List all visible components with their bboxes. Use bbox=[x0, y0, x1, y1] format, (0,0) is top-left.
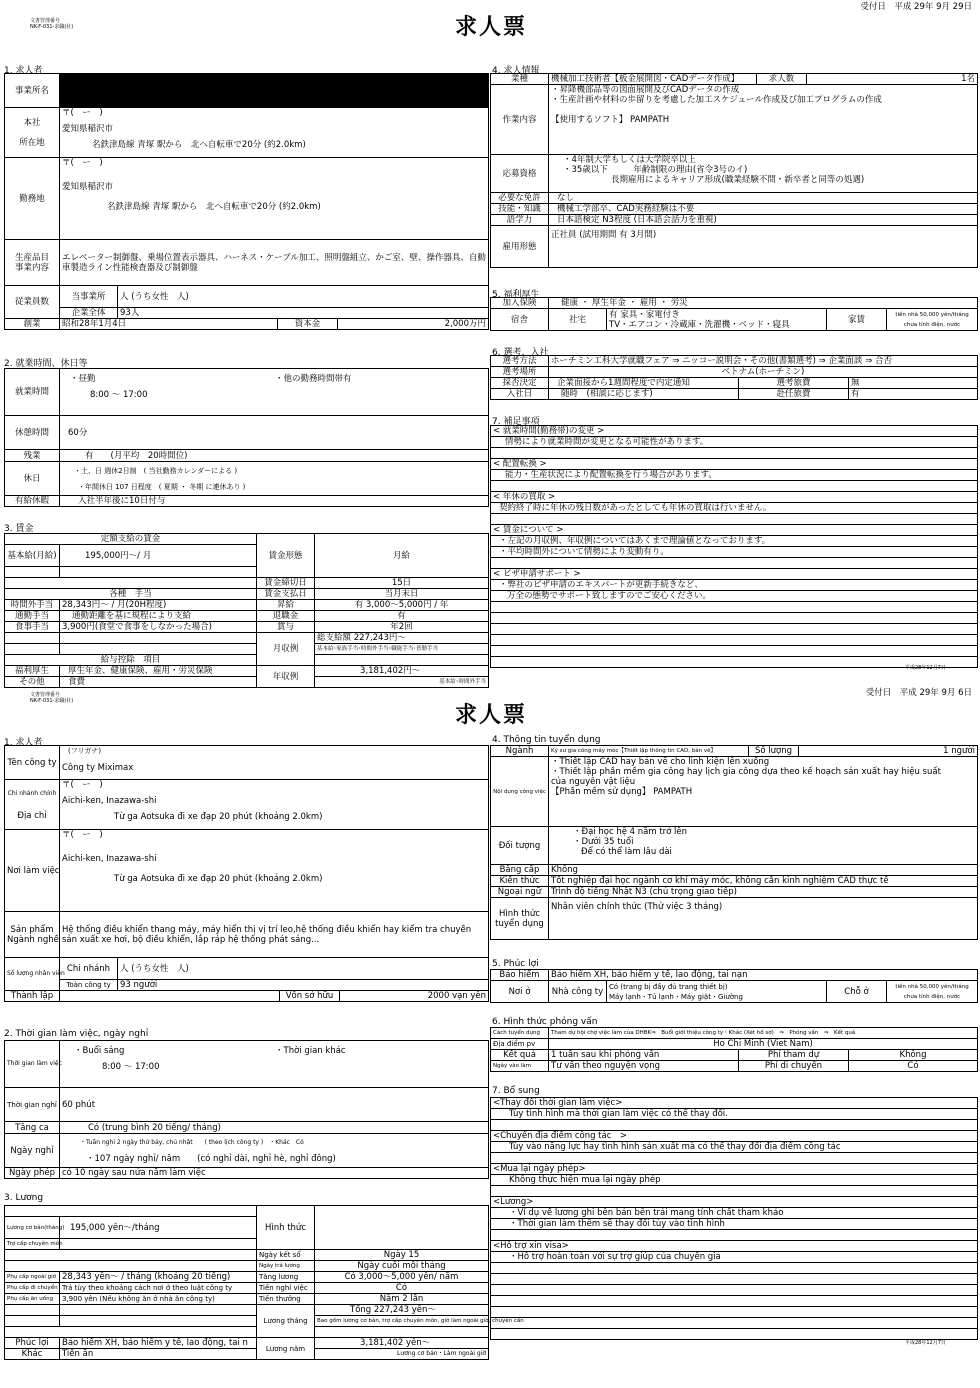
target-3: Để có thể làm lâu dài bbox=[581, 847, 672, 857]
break: 60 phút bbox=[60, 1088, 489, 1122]
note-heading: < 年休の買取 > bbox=[491, 492, 978, 503]
allow-label: 各種 手当 bbox=[5, 589, 257, 600]
annual: 3,181,402円～ bbox=[315, 666, 489, 677]
method-label: 選考方法 bbox=[491, 356, 549, 367]
retire-label: 退職金 bbox=[257, 611, 315, 622]
job: 機械加工技術者【板金展開図・CADデータ作成】 bbox=[549, 74, 757, 85]
note-text: 能力・生産状況により配置転換を行う場合があります。 bbox=[491, 470, 978, 481]
address-city: 愛知県稲沢市 bbox=[62, 124, 114, 134]
prod-label: Sản phẩm Ngành nghề bbox=[5, 912, 60, 958]
lang: 日本語検定 N3程度 (日本語会話力を重視) bbox=[549, 215, 978, 226]
place-label: 選考場所 bbox=[491, 367, 549, 378]
move-exp: 有 bbox=[849, 389, 978, 400]
section-heading: 6. 選考、入社 bbox=[492, 348, 549, 358]
content-1: ・昇降機部品等の図面展開及びCADデータの作成 bbox=[551, 85, 740, 95]
meal: 3,900円(食堂で食事をしなかった場合) bbox=[60, 622, 257, 633]
selection-table bbox=[490, 355, 978, 400]
method: Tham dự hội chợ việc làm của DHBK⇒ Buổi giới thiệu công ty・Khác (Xét hồ sơ) ⇒ Phỏng vấn ⇒ Kết quả bbox=[549, 1028, 978, 1039]
hours-table bbox=[4, 368, 489, 507]
monthly-note: 基本給･家族手当･時間外手当･職能手当･皆勤手当 bbox=[315, 644, 489, 655]
ot-label: Tăng ca bbox=[5, 1122, 60, 1134]
other-label: Khác bbox=[5, 1349, 60, 1360]
address-station: 名鉄津島線 青塚 駅から 北へ自転車で20分 (約2.0km) bbox=[92, 140, 306, 150]
home-2: Máy lạnh・Tủ lạnh・Máy giặt・Giường bbox=[609, 992, 743, 1001]
qual-label: 応募資格 bbox=[491, 155, 549, 193]
products-label: 生産品目 事業内容 bbox=[5, 240, 60, 286]
monthly-label: Lương tháng bbox=[257, 1305, 315, 1338]
section-heading: 4. Thông tin tuyển dụng bbox=[492, 735, 601, 745]
section-heading: 1. 求人者 bbox=[4, 66, 43, 76]
cutoff-label: 賃金締切日 bbox=[257, 578, 315, 589]
holiday-label: 休日 bbox=[5, 462, 60, 496]
move: Có bbox=[849, 1061, 978, 1072]
count: 1名 bbox=[807, 74, 978, 85]
lang-label: Ngoại ngữ bbox=[491, 887, 549, 898]
prod: Hệ thống điều khiển thang máy, máy hiển thị vị trí leo,hệ thống điều khiển hay kiểm tra chuyền sản xuất xe hơi, bộ điều khiển, lắp ráp hệ thống phát sáng... bbox=[60, 912, 489, 958]
cutoff-label: Ngày kết sổ bbox=[257, 1250, 315, 1261]
doc-ref: 文書管理番号 NK-F-031-求職(社) bbox=[30, 18, 74, 30]
commute-label: Phụ cấp đi chuyển bbox=[5, 1283, 60, 1294]
commute: Trả tùy theo khoảng cách nơi ở theo luật công ty bbox=[60, 1283, 257, 1294]
founded-label: 創業 bbox=[5, 319, 60, 330]
note-text: Tùy tình hình mà thời gian làm việc có thể thay đổi. bbox=[491, 1109, 978, 1120]
target-label: Đối tượng bbox=[491, 827, 549, 865]
doc-ref: 文書管理番号 NK-F-031-求職(社) bbox=[30, 692, 74, 704]
section-heading: 2. 就業時間、休日等 bbox=[4, 359, 88, 369]
note-heading: <Mua lại ngày phép> bbox=[491, 1164, 978, 1175]
capital-label: Vốn sở hữu bbox=[280, 991, 340, 1002]
break-label: Thời gian nghỉ bbox=[5, 1088, 60, 1122]
raise-label: Tăng lương bbox=[257, 1272, 315, 1283]
base: 195,000 yên～/tháng bbox=[60, 1217, 257, 1239]
start-label: Ngày vào làm bbox=[491, 1061, 549, 1072]
site-value: 人 (うち女性 人) bbox=[118, 286, 489, 308]
fee: Không bbox=[849, 1050, 978, 1061]
note-text: 情勢により就業時間が変更となる可能性があります。 bbox=[491, 437, 978, 448]
ot-allow: 28,343円～ / 月(20H程度) bbox=[60, 600, 257, 611]
kana: (フリガナ) bbox=[68, 747, 102, 755]
ins-label: Bảo hiểm bbox=[491, 970, 549, 981]
deduct-label: 給与控除 項目 bbox=[5, 655, 257, 666]
retire: Có bbox=[315, 1283, 489, 1294]
fixed-label: 定額支給の賃金 bbox=[5, 534, 257, 545]
dorm-label: 宿舎 bbox=[491, 309, 549, 331]
site-label: 当事業所 bbox=[60, 286, 118, 308]
start: 随時 (相談に応じます) bbox=[549, 389, 739, 400]
leave-label: Ngày phép bbox=[5, 1168, 60, 1179]
employer-table bbox=[4, 73, 489, 330]
retire-label: Tiền nghỉ việc bbox=[257, 1283, 315, 1294]
work-postal: 〒( ー ) bbox=[62, 158, 103, 168]
content-3: 【使用するソフト】 PAMPATH bbox=[551, 115, 670, 125]
ins-label: 加入保険 bbox=[491, 298, 549, 309]
emp-label: Số lượng nhân viên bbox=[5, 958, 60, 991]
know-label: Kiến thức bbox=[491, 876, 549, 887]
hours: 8:00 ～ 17:00 bbox=[90, 390, 148, 400]
work-city: Aichi-ken, Inazawa-shi bbox=[62, 854, 157, 864]
annual-note: Lương cơ bản・Làm ngoài giờ bbox=[315, 1349, 489, 1360]
welfare-table bbox=[490, 969, 978, 1003]
emp: 正社員 (試用期間 有 3月間) bbox=[549, 226, 978, 268]
payday: Ngày cuối mỗi tháng bbox=[315, 1261, 489, 1272]
ot: 28,343 yên～ / tháng (khoảng 20 tiếng) bbox=[60, 1272, 257, 1283]
section-heading: 5. Phúc lợi bbox=[492, 959, 539, 969]
note-text: ・Hỗ trợ hoàn toàn với sự trợ giúp của chuyên gia bbox=[491, 1252, 978, 1263]
holiday-label: Ngày nghỉ bbox=[5, 1134, 60, 1168]
result: 1 tuần sau khi phỏng vấn bbox=[549, 1050, 739, 1061]
pay-label: 賃金支払日 bbox=[257, 589, 315, 600]
bonus: Năm 2 lần bbox=[315, 1294, 489, 1305]
branch2: 人 (うち女性 人) bbox=[118, 958, 489, 980]
base-label: 基本給(月給) bbox=[5, 545, 60, 567]
home-type: Nhà công ty bbox=[549, 981, 607, 1003]
work-station: Từ ga Aotsuka đi xe đạp 20 phút (khoảng 2.0km) bbox=[114, 874, 323, 884]
form: 月給 bbox=[315, 534, 489, 578]
license: なし bbox=[549, 193, 978, 204]
shift-other: ・他の勤務時間帯有 bbox=[275, 374, 352, 384]
total: 93 người bbox=[118, 980, 489, 991]
pay: 当月末日 bbox=[315, 589, 489, 600]
raise: Có 3,000～5,000 yên/ năm bbox=[315, 1272, 489, 1283]
content-label: Nội dung công việc bbox=[491, 757, 549, 827]
welfare-label: Phúc lợi bbox=[5, 1338, 60, 1349]
place: ベトナム(ホーチミン) bbox=[549, 367, 978, 378]
note-text: ・左記の月収例、年収例についてはあくまで理論値となっております。 bbox=[491, 536, 978, 547]
note-text: ・弊社のビザ申請のエキスパートが更新手続きなど、 bbox=[491, 580, 978, 591]
annual-label: 年収例 bbox=[257, 666, 315, 688]
content-label: 作業内容 bbox=[491, 85, 549, 155]
base-label: Lương cơ bản(tháng) bbox=[5, 1217, 60, 1239]
count: 1 người bbox=[799, 746, 978, 757]
base: 195,000円～/ 月 bbox=[60, 545, 257, 567]
qual-1: ・4年制大学もしくは大学院卒以上 bbox=[563, 155, 696, 165]
founded-label: Thành lập bbox=[5, 991, 60, 1002]
ot-label: Phụ cấp ngoài giờ bbox=[5, 1272, 60, 1283]
hours-label: 就業時間 bbox=[5, 369, 60, 416]
work-label: 勤務地 bbox=[5, 158, 60, 240]
cert: Không bbox=[549, 865, 978, 876]
name-label: Tên công ty bbox=[5, 746, 60, 780]
rent-label: 家賃 bbox=[827, 309, 887, 331]
dorm-1: 有 家具・家電付き bbox=[609, 309, 680, 320]
rent-label: Chỗ ở bbox=[827, 981, 887, 1003]
dorm-2: TV・エアコン・冷蔵庫・洗濯機・ベッド・寝具 bbox=[609, 319, 790, 330]
branch2-label: Chi nhánh bbox=[60, 958, 118, 980]
decision-label: 採否決定 bbox=[491, 378, 549, 389]
leave-label: 有給休暇 bbox=[5, 496, 60, 507]
notes-table bbox=[490, 1097, 978, 1340]
section-heading: 1. 求人者 bbox=[4, 738, 43, 748]
form-label: Hình thức bbox=[257, 1206, 315, 1250]
job-label: 業種 bbox=[491, 74, 549, 85]
note-heading: < 賃金について > bbox=[491, 525, 978, 536]
work-label: Nơi làm việc bbox=[5, 830, 60, 912]
page-title: 求人票 bbox=[455, 15, 528, 40]
received-date: 受付日 平成 29年 9月 6日 bbox=[865, 688, 972, 698]
leave: có 10 ngày sau nửa năm làm việc bbox=[60, 1168, 489, 1179]
content-2: ・生産計画や材料の歩留りを考慮した加工スケジュール作成及び加工プログラムの作成 bbox=[551, 95, 882, 105]
section-heading: 7. 補足事項 bbox=[492, 417, 540, 427]
employer-table bbox=[4, 745, 489, 1002]
ot-label: 残業 bbox=[5, 450, 60, 462]
payday-label: Ngày trả lương bbox=[257, 1261, 315, 1272]
station: Từ ga Aotsuka đi xe đạp 20 phút (khoảng 2.0km) bbox=[114, 812, 323, 822]
other: Tiền ăn bbox=[60, 1349, 257, 1360]
bonus-label: 賞与 bbox=[257, 622, 315, 633]
note-text: 万全の態勢でサポート致しますのでご安心ください。 bbox=[491, 591, 978, 602]
lang-label: 語学力 bbox=[491, 215, 549, 226]
target-1: ・Đại học hệ 4 năm trở lên bbox=[573, 827, 688, 837]
postal: 〒( ー ) bbox=[62, 108, 103, 118]
office-label: 事業所名 bbox=[5, 74, 60, 108]
selection-table bbox=[490, 1027, 978, 1072]
license-label: 必要な免許 bbox=[491, 193, 549, 204]
holiday-2: ・年間休日 107 日程度 ( 夏期 ・ 冬期 に連休あり ) bbox=[78, 482, 246, 491]
redacted-name bbox=[60, 74, 489, 108]
monthly-label: 月収例 bbox=[257, 633, 315, 666]
move-exp-label: 赴任旅費 bbox=[739, 389, 849, 400]
leave: 入社半年後に10日付与 bbox=[60, 496, 489, 507]
other-label: その他 bbox=[5, 677, 60, 688]
shift-day: ・昼勤 bbox=[70, 374, 96, 384]
address-label: 本社 所在地 bbox=[5, 108, 60, 158]
interview-exp-label: 選考旅費 bbox=[739, 378, 849, 389]
note-heading: < ビザ申請サポート > bbox=[491, 569, 978, 580]
note-text: ・Ví dụ về lương ghi bên bản bên trái mang tính chất tham khảo bbox=[491, 1208, 978, 1219]
lang: Trình độ tiếng Nhật N3 (chú trọng giao tiếp) bbox=[549, 887, 978, 898]
annual: 3,181,402 yên～ bbox=[315, 1338, 489, 1349]
received-date: 受付日 平成 29年 9月 29日 bbox=[860, 2, 972, 12]
meal: 3,900 yên (Nếu không ăn ở nhà ăn công ty) bbox=[60, 1294, 257, 1305]
cutoff: 15日 bbox=[315, 578, 489, 589]
meal-label: 食事手当 bbox=[5, 622, 60, 633]
note-heading: <Thay đổi thời gian làm việc> bbox=[491, 1098, 978, 1109]
morning: ・Buổi sáng bbox=[74, 1046, 125, 1056]
form-label: Hình thức tuyển dụng bbox=[491, 898, 549, 940]
skill: 機械工学部卒、CAD実務経験は不要 bbox=[549, 204, 978, 215]
place-label: Địa điểm pv bbox=[491, 1039, 549, 1050]
job: Kỹ sư gia công máy móc【Thiết lập thông tin CAD, bản vẽ】 bbox=[549, 746, 749, 757]
welfare: Bảo hiểm XH, bảo hiểm y tế, lao động, tai n bbox=[60, 1338, 257, 1349]
section-heading: 3. Lương bbox=[4, 1193, 44, 1203]
meal-label: Phụ cấp ăn uống bbox=[5, 1294, 60, 1305]
annual-note: 基本給･時間外手当 bbox=[315, 677, 489, 688]
section-heading: 6. Hình thức phỏng vấn bbox=[492, 1017, 598, 1027]
target-2: ・Dưới 35 tuổi bbox=[573, 837, 634, 847]
note-text: Tùy vào năng lực hay tình hình sản xuất mà có thể thay đổi địa điểm công tác bbox=[491, 1142, 978, 1153]
notes-table bbox=[490, 425, 978, 668]
holiday-1: ・Tuần nghỉ 2 ngày thứ bảy, chủ nhật ( theo lịch công ty ) ・Khác Có bbox=[80, 1138, 304, 1146]
ot-allow-label: 時間外手当 bbox=[5, 600, 60, 611]
work-station: 名鉄津島線 青塚 駅から 北へ自転車で20分 (約2.0km) bbox=[107, 202, 321, 212]
interview-exp: 無 bbox=[849, 378, 978, 389]
skill-label: 技能・知識 bbox=[491, 204, 549, 215]
annual-label: Lương năm bbox=[257, 1338, 315, 1360]
hours-label: Thời gian làm việc bbox=[5, 1041, 60, 1088]
monthly: Tổng 227,243 yên～ bbox=[315, 1305, 489, 1316]
note-heading: <Lương> bbox=[491, 1197, 978, 1208]
postal: 〒( ー ) bbox=[62, 780, 103, 790]
branch-label: Chi nhánh chính bbox=[7, 789, 57, 797]
other-hours: ・Thời gian khác bbox=[275, 1046, 346, 1056]
content-2b: của nguyên vật liệu bbox=[551, 777, 636, 787]
trans-label: Trợ cấp chuyên môn bbox=[5, 1239, 60, 1250]
welfare: 厚生年金、健康保険、雇用・労災保険 bbox=[60, 666, 257, 677]
job-table bbox=[490, 73, 978, 268]
retire: 有 bbox=[315, 611, 489, 622]
job-table bbox=[490, 745, 978, 940]
hours-table bbox=[4, 1040, 489, 1179]
count-label: 求人数 bbox=[757, 74, 807, 85]
page-title: 求人票 bbox=[455, 703, 528, 728]
ins: 健康 ・ 厚生年金 ・ 雇用 ・ 労災 bbox=[549, 298, 978, 309]
decision: 企業面接から1週間程度で内定通知 bbox=[549, 378, 739, 389]
know: Tốt nghiệp đại học ngành cơ khí máy móc, không cần kinh nghiệm CAD thực tế bbox=[549, 876, 978, 887]
result-label: Kết quả bbox=[491, 1050, 549, 1061]
bonus-label: Tiền thưởng bbox=[257, 1294, 315, 1305]
work-city: 愛知県稲沢市 bbox=[62, 182, 114, 192]
wage-table bbox=[4, 533, 489, 688]
products: エレベーター制御盤、乗場位置表示器具、ハーネス・ケーブル加工、照明盤組立、かご室、壁、操作器具、自動車製造ライン性能検査器及び制御盤 bbox=[60, 240, 489, 286]
monthly: 総支給額 227,243円～ bbox=[315, 633, 489, 644]
qual-3: 長期雇用によるキャリア形成(職業経験不問・新卒者と同等の処遇) bbox=[611, 175, 865, 185]
break: 60分 bbox=[60, 416, 489, 450]
rent: tiền nhà 50,000 yên/tháng chưa tính điện, nước bbox=[887, 309, 978, 331]
note-heading: <Hỗ trợ xin visa> bbox=[491, 1241, 978, 1252]
emp-label: 雇用形態 bbox=[491, 226, 549, 268]
bonus: 年2回 bbox=[315, 622, 489, 633]
wage-table bbox=[4, 1205, 524, 1360]
company-value: 93人 bbox=[118, 308, 489, 319]
company-name: Công ty Miximax bbox=[62, 763, 134, 773]
welfare-table bbox=[490, 297, 978, 331]
form: Nhân viên chính thức (Thử việc 3 tháng) bbox=[549, 898, 978, 940]
home-label: Nơi ở bbox=[491, 981, 549, 1003]
ins: Bảo hiểm XH, bảo hiểm y tế, lao động, tai nạn bbox=[549, 970, 978, 981]
holiday-2: ・107 ngày nghỉ/ năm (có nghỉ dài, nghỉ hè, nghỉ đông) bbox=[86, 1153, 336, 1164]
note-heading: <Chuyển địa điểm công tác > bbox=[491, 1131, 978, 1142]
move-label: Phí di chuyển bbox=[739, 1061, 849, 1072]
content-3: 【Phần mềm sử dụng】 PAMPATH bbox=[551, 787, 693, 797]
method-label: Cách tuyển dụng bbox=[491, 1028, 549, 1039]
footer-date: 平成28年12月7日 bbox=[905, 665, 946, 671]
start-label: 入社日 bbox=[491, 389, 549, 400]
section-heading: 7. Bổ sung bbox=[492, 1086, 540, 1096]
content-1: ・Thiết lập CAD hay bản vẽ cho linh kiện lên xuống bbox=[551, 757, 770, 767]
job-label: Ngành bbox=[491, 746, 549, 757]
cert-label: Bằng cấp bbox=[491, 865, 549, 876]
fee-label: Phí tham dự bbox=[739, 1050, 849, 1061]
section-heading: 3. 賃金 bbox=[4, 524, 34, 534]
footer-date: 平成28年12月7日 bbox=[905, 1340, 946, 1346]
count-label: Số lượng bbox=[749, 746, 799, 757]
work-postal: 〒( ー ) bbox=[62, 830, 103, 840]
addr-label: Địa chỉ bbox=[17, 810, 47, 821]
employees-label: 従業員数 bbox=[5, 286, 60, 319]
dorm-type: 社宅 bbox=[549, 309, 607, 331]
method: ホーチミン工科大学就職フェア ⇒ ニッコー説明会・その他(書類選考) ⇒ 企業面談 ⇒ 合否 bbox=[549, 356, 978, 367]
form-label: 賃金形態 bbox=[257, 534, 315, 578]
content-2: ・Thiết lập phần mềm gia công hay lịch gia công dựa theo kế hoạch sản xuất hay hiệu suất bbox=[551, 767, 941, 777]
start: Tư vấn theo nguyện vọng bbox=[549, 1061, 739, 1072]
qual-2: ・35歳以下 年齢制限の理由(省令3号のイ) bbox=[563, 165, 748, 175]
break-label: 休憩時間 bbox=[5, 416, 60, 450]
section-heading: 2. Thời gian làm việc, ngày nghỉ bbox=[4, 1029, 149, 1039]
note-heading: < 就業時間(勤務帯)の変更 > bbox=[491, 426, 978, 437]
hours: 8:00 ～ 17:00 bbox=[102, 1062, 160, 1072]
section-heading: 4. 求人情報 bbox=[492, 66, 540, 76]
company-label: 企業全体 bbox=[60, 308, 118, 319]
capital-label: 資本金 bbox=[278, 319, 338, 330]
total-label: Toàn công ty bbox=[60, 980, 118, 991]
monthly-note: Bao gồm lương cơ bản, trợ cấp chuyên môn, giờ làm ngoài giờ, chuyên cần bbox=[315, 1316, 489, 1327]
note-text: ・Thời gian làm thêm sẽ thay đổi tùy vào tình hình bbox=[491, 1219, 978, 1230]
note-text: 契約終了時に年休の残日数があったとしても年休の買取は行いません。 bbox=[491, 503, 978, 514]
place: Ho Chi Minh (Viet Nam) bbox=[549, 1039, 978, 1050]
other: 食費 bbox=[60, 677, 257, 688]
commute-label: 通勤手当 bbox=[5, 611, 60, 622]
city: Aichi-ken, Inazawa-shi bbox=[62, 796, 157, 806]
welfare-label: 福利厚生 bbox=[5, 666, 60, 677]
commute: 通勤距離を基に規程により支給 bbox=[60, 611, 257, 622]
raise: 有 3,000～5,000円 / 年 bbox=[315, 600, 489, 611]
section-heading: 5. 福利厚生 bbox=[492, 290, 540, 300]
capital: 2,000万円 bbox=[338, 319, 489, 330]
note-heading: < 配置転換 > bbox=[491, 459, 978, 470]
note-text: ・平均時間外について情勢により変動有り。 bbox=[491, 547, 978, 558]
cutoff: Ngày 15 bbox=[315, 1250, 489, 1261]
raise-label: 昇給 bbox=[257, 600, 315, 611]
ot: Có (trung bình 20 tiếng/ tháng) bbox=[60, 1122, 489, 1134]
home-1: Có (trang bị đầy đủ trang thiết bị) bbox=[609, 982, 728, 991]
holiday-1: ・土、日 週休2日制 ( 当社勤務カレンダーによる ) bbox=[74, 466, 238, 475]
note-text: Không thực hiện mua lại ngày phép bbox=[491, 1175, 978, 1186]
rent: tiền nhà 50,000 yên/tháng chưa tính điện, nước bbox=[887, 981, 978, 1003]
ot: 有 (月平均 20時間位) bbox=[60, 450, 489, 462]
capital: 2000 vạn yên bbox=[340, 991, 489, 1002]
founded: 昭和28年1月4日 bbox=[60, 319, 278, 330]
